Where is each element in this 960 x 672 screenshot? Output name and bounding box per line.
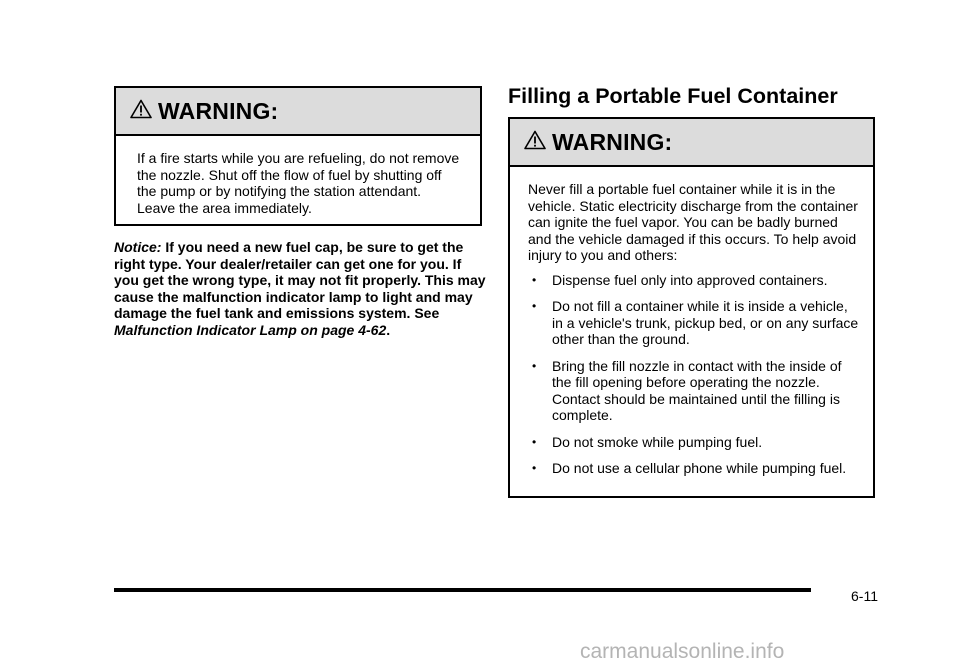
bullet-icon: • [532,461,537,475]
warning-header [116,88,480,136]
watermark: carmanualsonline.info [580,640,785,663]
notice-end: . [386,321,391,338]
list-item-text: Dispense fuel only into approved containers. [552,271,828,288]
warning-box-fire [114,86,482,226]
bullet-icon: • [532,272,537,287]
list-item-text: Do not fill a container while it is inside a vehicle, in a vehicle's trunk, pickup bed, or on any surface other than the ground. [552,298,859,347]
notice-reference-link[interactable]: Malfunction Indicator Lamp on page 4‑62 [114,321,387,338]
warning-triangle-icon [524,130,546,155]
list-item [528,434,861,451]
page-number: 6-11 [851,588,878,604]
bullet-icon: • [532,299,537,313]
list-item-text: Do not use a cellular phone while pumping fuel. [552,460,847,476]
warning-box-portable-container [508,117,875,498]
bullet-icon: • [532,434,537,449]
warning-body [510,167,873,477]
list-item [528,272,861,289]
section-title: Filling a Portable Fuel Container [508,84,838,108]
warning-bullet-list [528,272,861,477]
notice-text: If you need a new fuel cap, be sure to get the right type. Your dealer/retailer can get one for you. If you get the wrong type, it may not fit properly. This may cause the malfunction indicator lamp to light and may damage the fuel tank and emissions system. See [114,239,486,322]
notice-paragraph [114,239,486,339]
footer-rule [114,588,811,592]
warning-body [116,136,480,216]
warning-text: If a fire starts while you are refueling, do not remove the nozzle. Shut off the flow of fuel by shutting off the pump or by notifying the station attendant. Leave the area immediately. [137,150,460,216]
list-item [528,358,861,424]
list-item-text: Bring the fill nozzle in contact with the inside of the fill opening before operating the nozzle. Contact should be maintained until the filling is complete. [552,357,842,423]
warning-title: WARNING: [552,128,673,155]
list-item [528,460,861,477]
bullet-icon: • [532,358,537,373]
notice-label: Notice: [114,239,162,255]
warning-title: WARNING: [158,97,279,124]
warning-header [510,119,873,167]
warning-triangle-icon [130,99,152,124]
list-item-text: Do not smoke while pumping fuel. [552,433,763,450]
list-item [528,298,861,348]
warning-intro: Never fill a portable fuel container while it is in the vehicle. Static electricity discharge from the container can ignite the fuel vapor. You can be badly burned and the vehicle damaged if this occurs. To help avoid injury to you and others: [528,181,858,263]
